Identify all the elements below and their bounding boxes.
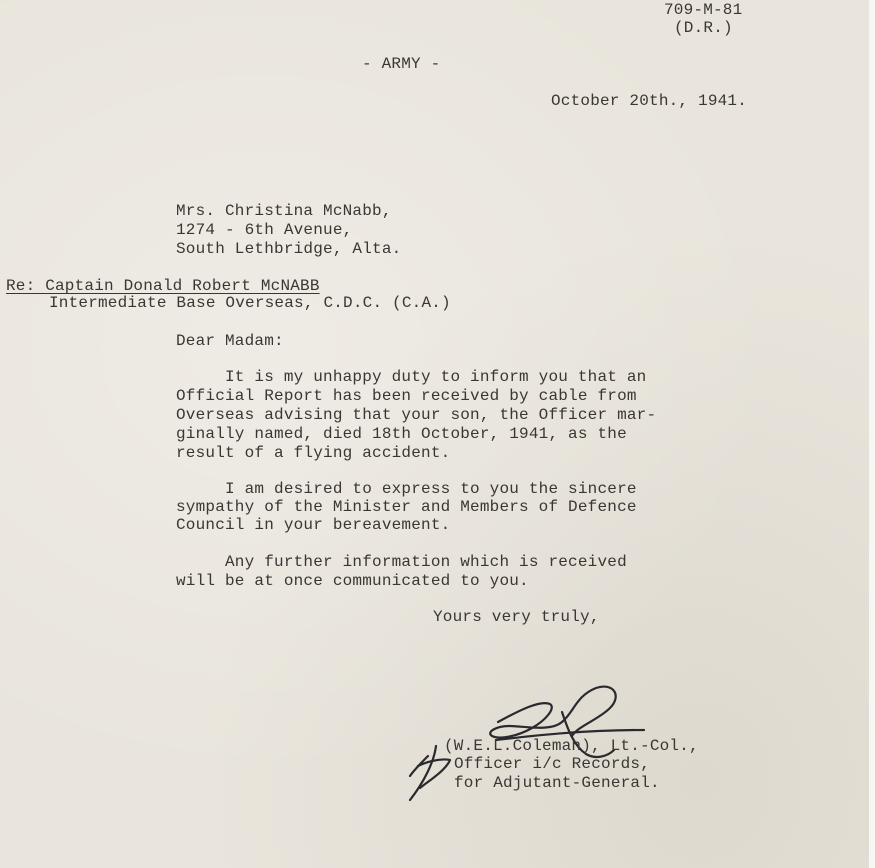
closing: Yours very truly, (433, 608, 600, 626)
body-p3-line-2: will be at once communicated to you. (176, 572, 529, 590)
re-unit-line: Intermediate Base Overseas, C.D.C. (C.A.) (49, 294, 451, 312)
file-reference-number: 709-M-81 (664, 1, 743, 19)
address-line-1: Mrs. Christina McNabb, (176, 202, 392, 220)
letter-heading: - ARMY - (362, 55, 441, 73)
body-p2-line-2: sympathy of the Minister and Members of Defence (176, 498, 637, 516)
body-p1-line-1: It is my unhappy duty to inform you that an (176, 368, 647, 386)
signatory-name: (W.E.L.Coleman), Lt.-Col., (444, 737, 699, 755)
body-p2-line-1: I am desired to express to you the sincere (176, 480, 637, 498)
paper-edge (869, 0, 875, 868)
salutation: Dear Madam: (176, 332, 284, 350)
signatory-authority: for Adjutant-General. (454, 774, 660, 792)
re-subject-line: Re: Captain Donald Robert McNABB (6, 277, 320, 295)
file-reference-dr: (D.R.) (674, 19, 733, 37)
address-line-3: South Lethbridge, Alta. (176, 240, 402, 258)
body-p1-line-4: ginally named, died 18th October, 1941, as the (176, 425, 627, 443)
address-line-2: 1274 - 6th Avenue, (176, 221, 353, 239)
body-p1-line-3: Overseas advising that your son, the Officer mar- (176, 406, 657, 424)
body-p1-line-5: result of a flying accident. (176, 444, 451, 462)
body-p2-line-3: Council in your bereavement. (176, 516, 451, 534)
letter-date: October 20th., 1941. (551, 92, 748, 110)
body-p3-line-1: Any further information which is received (176, 553, 627, 571)
signatory-title: Officer i/c Records, (454, 755, 651, 773)
body-p1-line-2: Official Report has been received by cable from (176, 387, 637, 405)
